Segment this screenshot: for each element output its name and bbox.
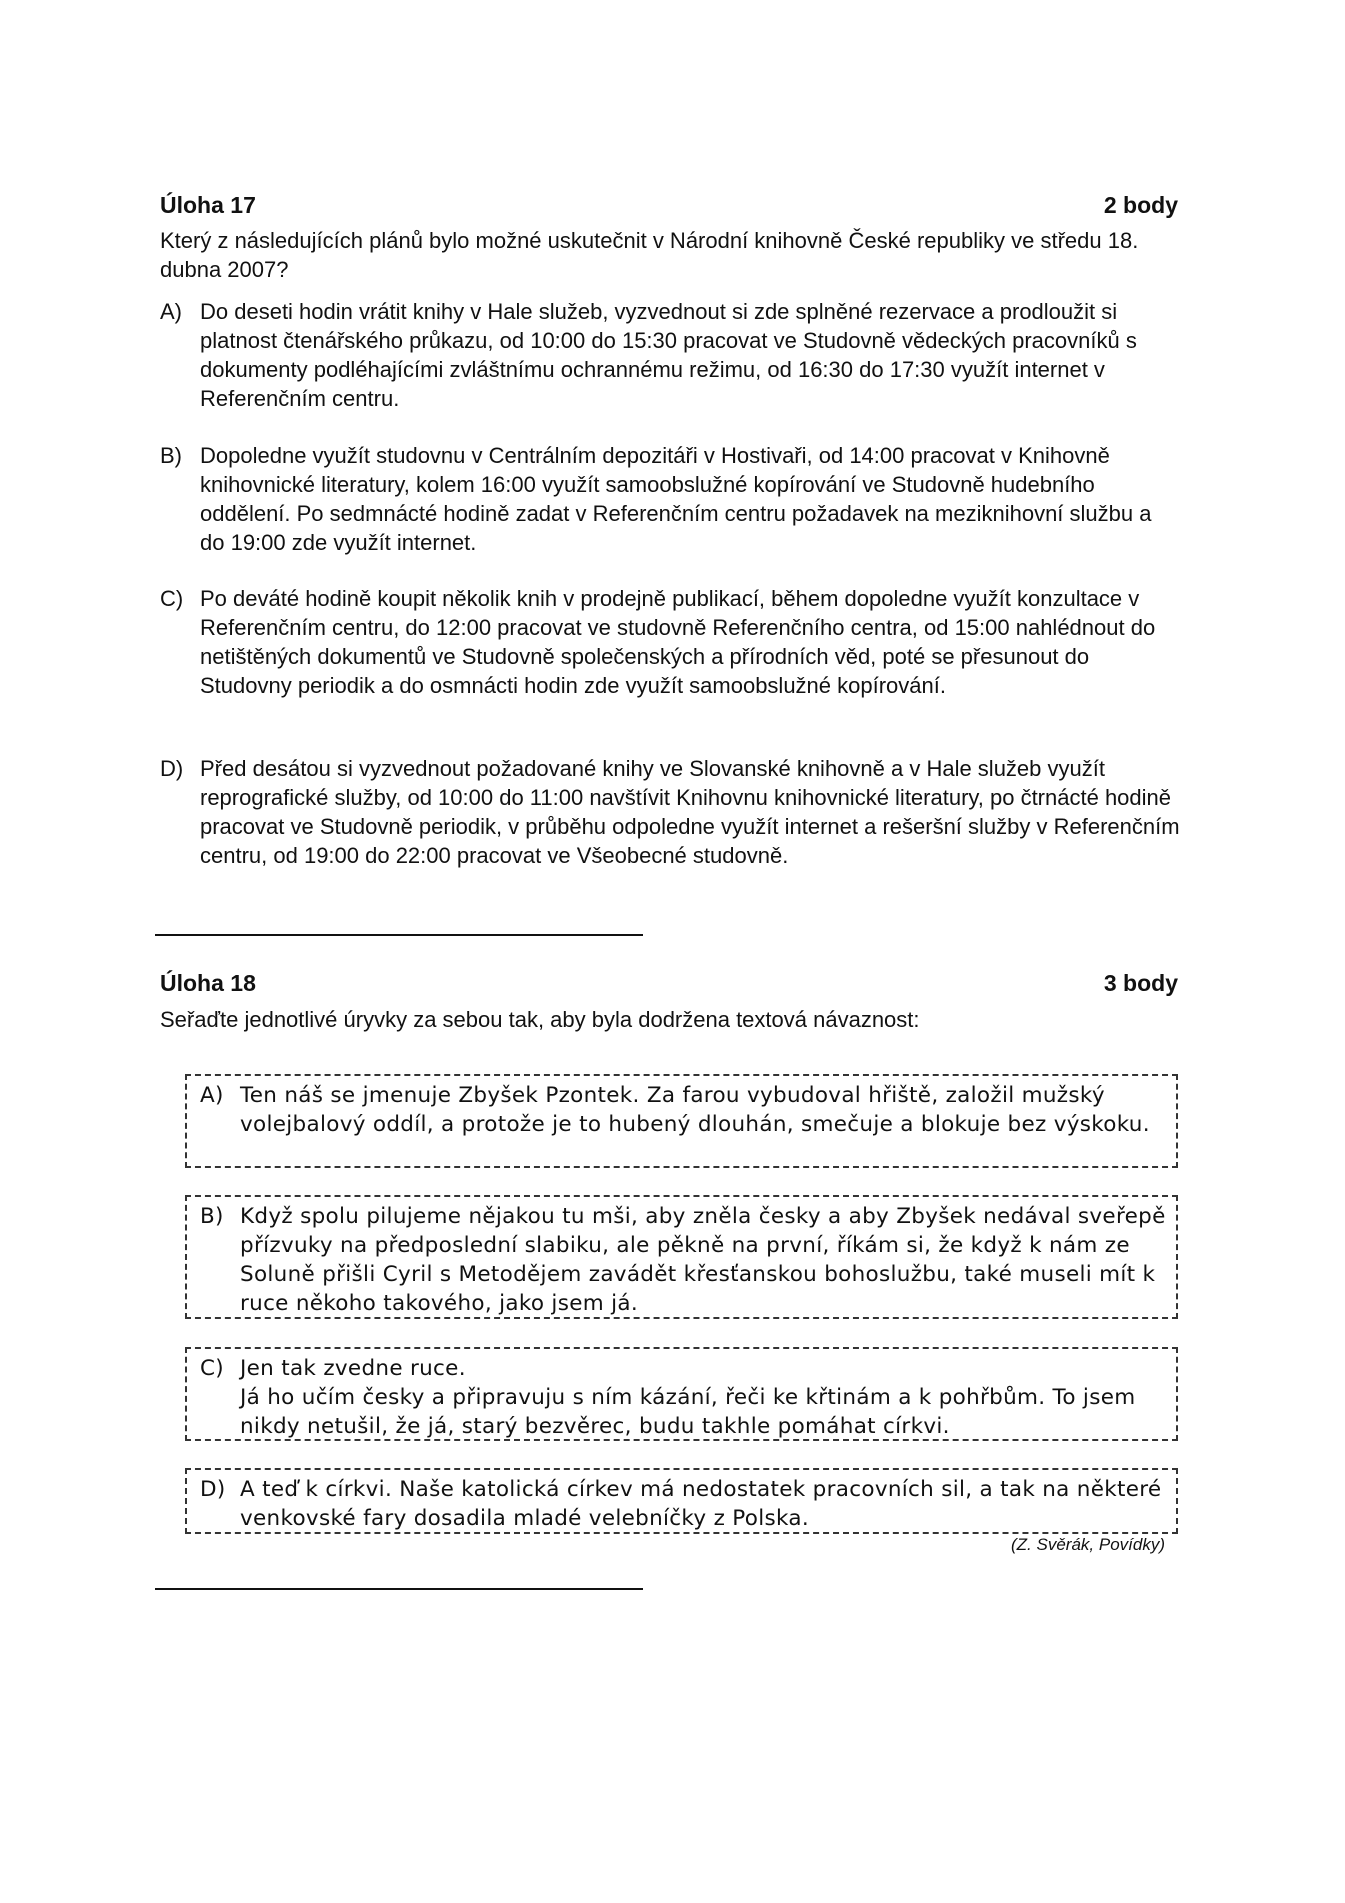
excerpt-box-a: [185, 1074, 1178, 1168]
divider-line-bottom: [155, 1588, 643, 1590]
excerpt-box-c: [185, 1347, 1178, 1441]
excerpt-text-continued: Já ho učím česky a připravuju s ním kázání, řeči ke křtinám a k pohřbům. To jsem nikdy netušil, že já, starý bezvěrec, budu takhle pomáhat církvi.: [240, 1385, 1136, 1439]
citation: (Z. Svěrák, Povídky): [1011, 1535, 1165, 1554]
task18-title: Úloha 18: [160, 970, 256, 996]
excerpt-letter: D): [200, 1477, 226, 1502]
excerpt-text: A teď k církvi. Naše katolická církev má nedostatek pracovních sil, a tak na některé venkovské fary dosadila mladé velebníčky z Polska.: [240, 1477, 1162, 1531]
task17-points: 2 body: [1103, 192, 1178, 218]
option-letter: A): [160, 299, 182, 324]
option-text: Dopoledne využít studovnu v Centrálním depozitáři v Hostivaři, od 14:00 pracovat v Knihovně knihovnické literatury, kolem 16:00 využít samoobslužné kopírování ve Studovně hudebního oddělení. Po sedmnácté hodině zadat v Referenčním centru požadavek na meziknihovní službu a do 19:00 zde využít internet.: [200, 443, 1152, 555]
option-text: Do deseti hodin vrátit knihy v Hale služeb, vyzvednout si zde splněné rezervace a prodloužit si platnost čtenářského průkazu, od 10:00 do 15:30 pracovat ve Studovně vědeckých pracovníků s dokumenty podléhajícími zvláštnímu ochrannému režimu, od 16:30 do 17:30 využít internet v Referenčním centru.: [200, 299, 1137, 411]
excerpt-text: Když spolu pilujeme nějakou tu mši, aby zněla česky a aby Zbyšek nedával sveřepě přízvuky na předposlední slabiku, ale pěkně na první, říkám si, že když k nám ze Soluně přišli Cyril s Metodějem zavádět křesťanskou bohoslužbu, také museli mít k ruce někoho takového, jako jsem já.: [240, 1204, 1166, 1316]
option-text: Před desátou si vyzvednout požadované knihy ve Slovanské knihovně a v Hale služeb využít reprografické služby, od 10:00 do 11:00 navštívit Knihovnu knihovnické literatury, po čtrnácté hodině pracovat ve Studovně periodik, v průběhu odpoledne využít internet a rešeršní služby v Referenčním centru, od 19:00 do 22:00 pracovat ve Všeobecné studovně.: [200, 756, 1180, 868]
excerpt-letter: B): [200, 1204, 224, 1229]
excerpt-text-group: [240, 1354, 1168, 1441]
option-letter: B): [160, 443, 182, 468]
task18-points: 3 body: [1103, 970, 1178, 996]
divider-line: [155, 934, 643, 936]
task17-header: [160, 192, 1178, 222]
option-letter: D): [160, 756, 184, 781]
excerpt-letter: C): [200, 1356, 225, 1381]
option-letter: C): [160, 586, 184, 611]
excerpt-box-b: [185, 1195, 1178, 1319]
task17-question: Který z následujících plánů bylo možné uskutečnit v Národní knihovně České republiky ve středu 18. dubna 2007?: [160, 228, 1139, 282]
task18-header: [160, 970, 1178, 1000]
task18-question: Seřaďte jednotlivé úryvky za sebou tak, aby byla dodržena textová návaznost:: [160, 1007, 920, 1032]
excerpt-letter: A): [200, 1083, 224, 1108]
excerpt-box-d: [185, 1468, 1178, 1534]
excerpt-text: Ten náš se jmenuje Zbyšek Pzontek. Za farou vybudoval hřiště, založil mužský volejbalový oddíl, a protože je to hubený dlouhán, smečuje a blokuje bez výskoku.: [240, 1083, 1150, 1137]
excerpt-text: Jen tak zvedne ruce.: [240, 1356, 466, 1381]
option-text: Po deváté hodině koupit několik knih v prodejně publikací, během dopoledne využít konzultace v Referenčním centru, do 12:00 pracovat ve studovně Referenčního centra, od 15:00 nahlédnout do netištěných dokumentů ve Studovně společenských a přírodních věd, poté se přesunout do Studovny periodik a do osmnácti hodin zde využít samoobslužné kopírování.: [200, 586, 1156, 698]
task17-title: Úloha 17: [160, 192, 256, 218]
